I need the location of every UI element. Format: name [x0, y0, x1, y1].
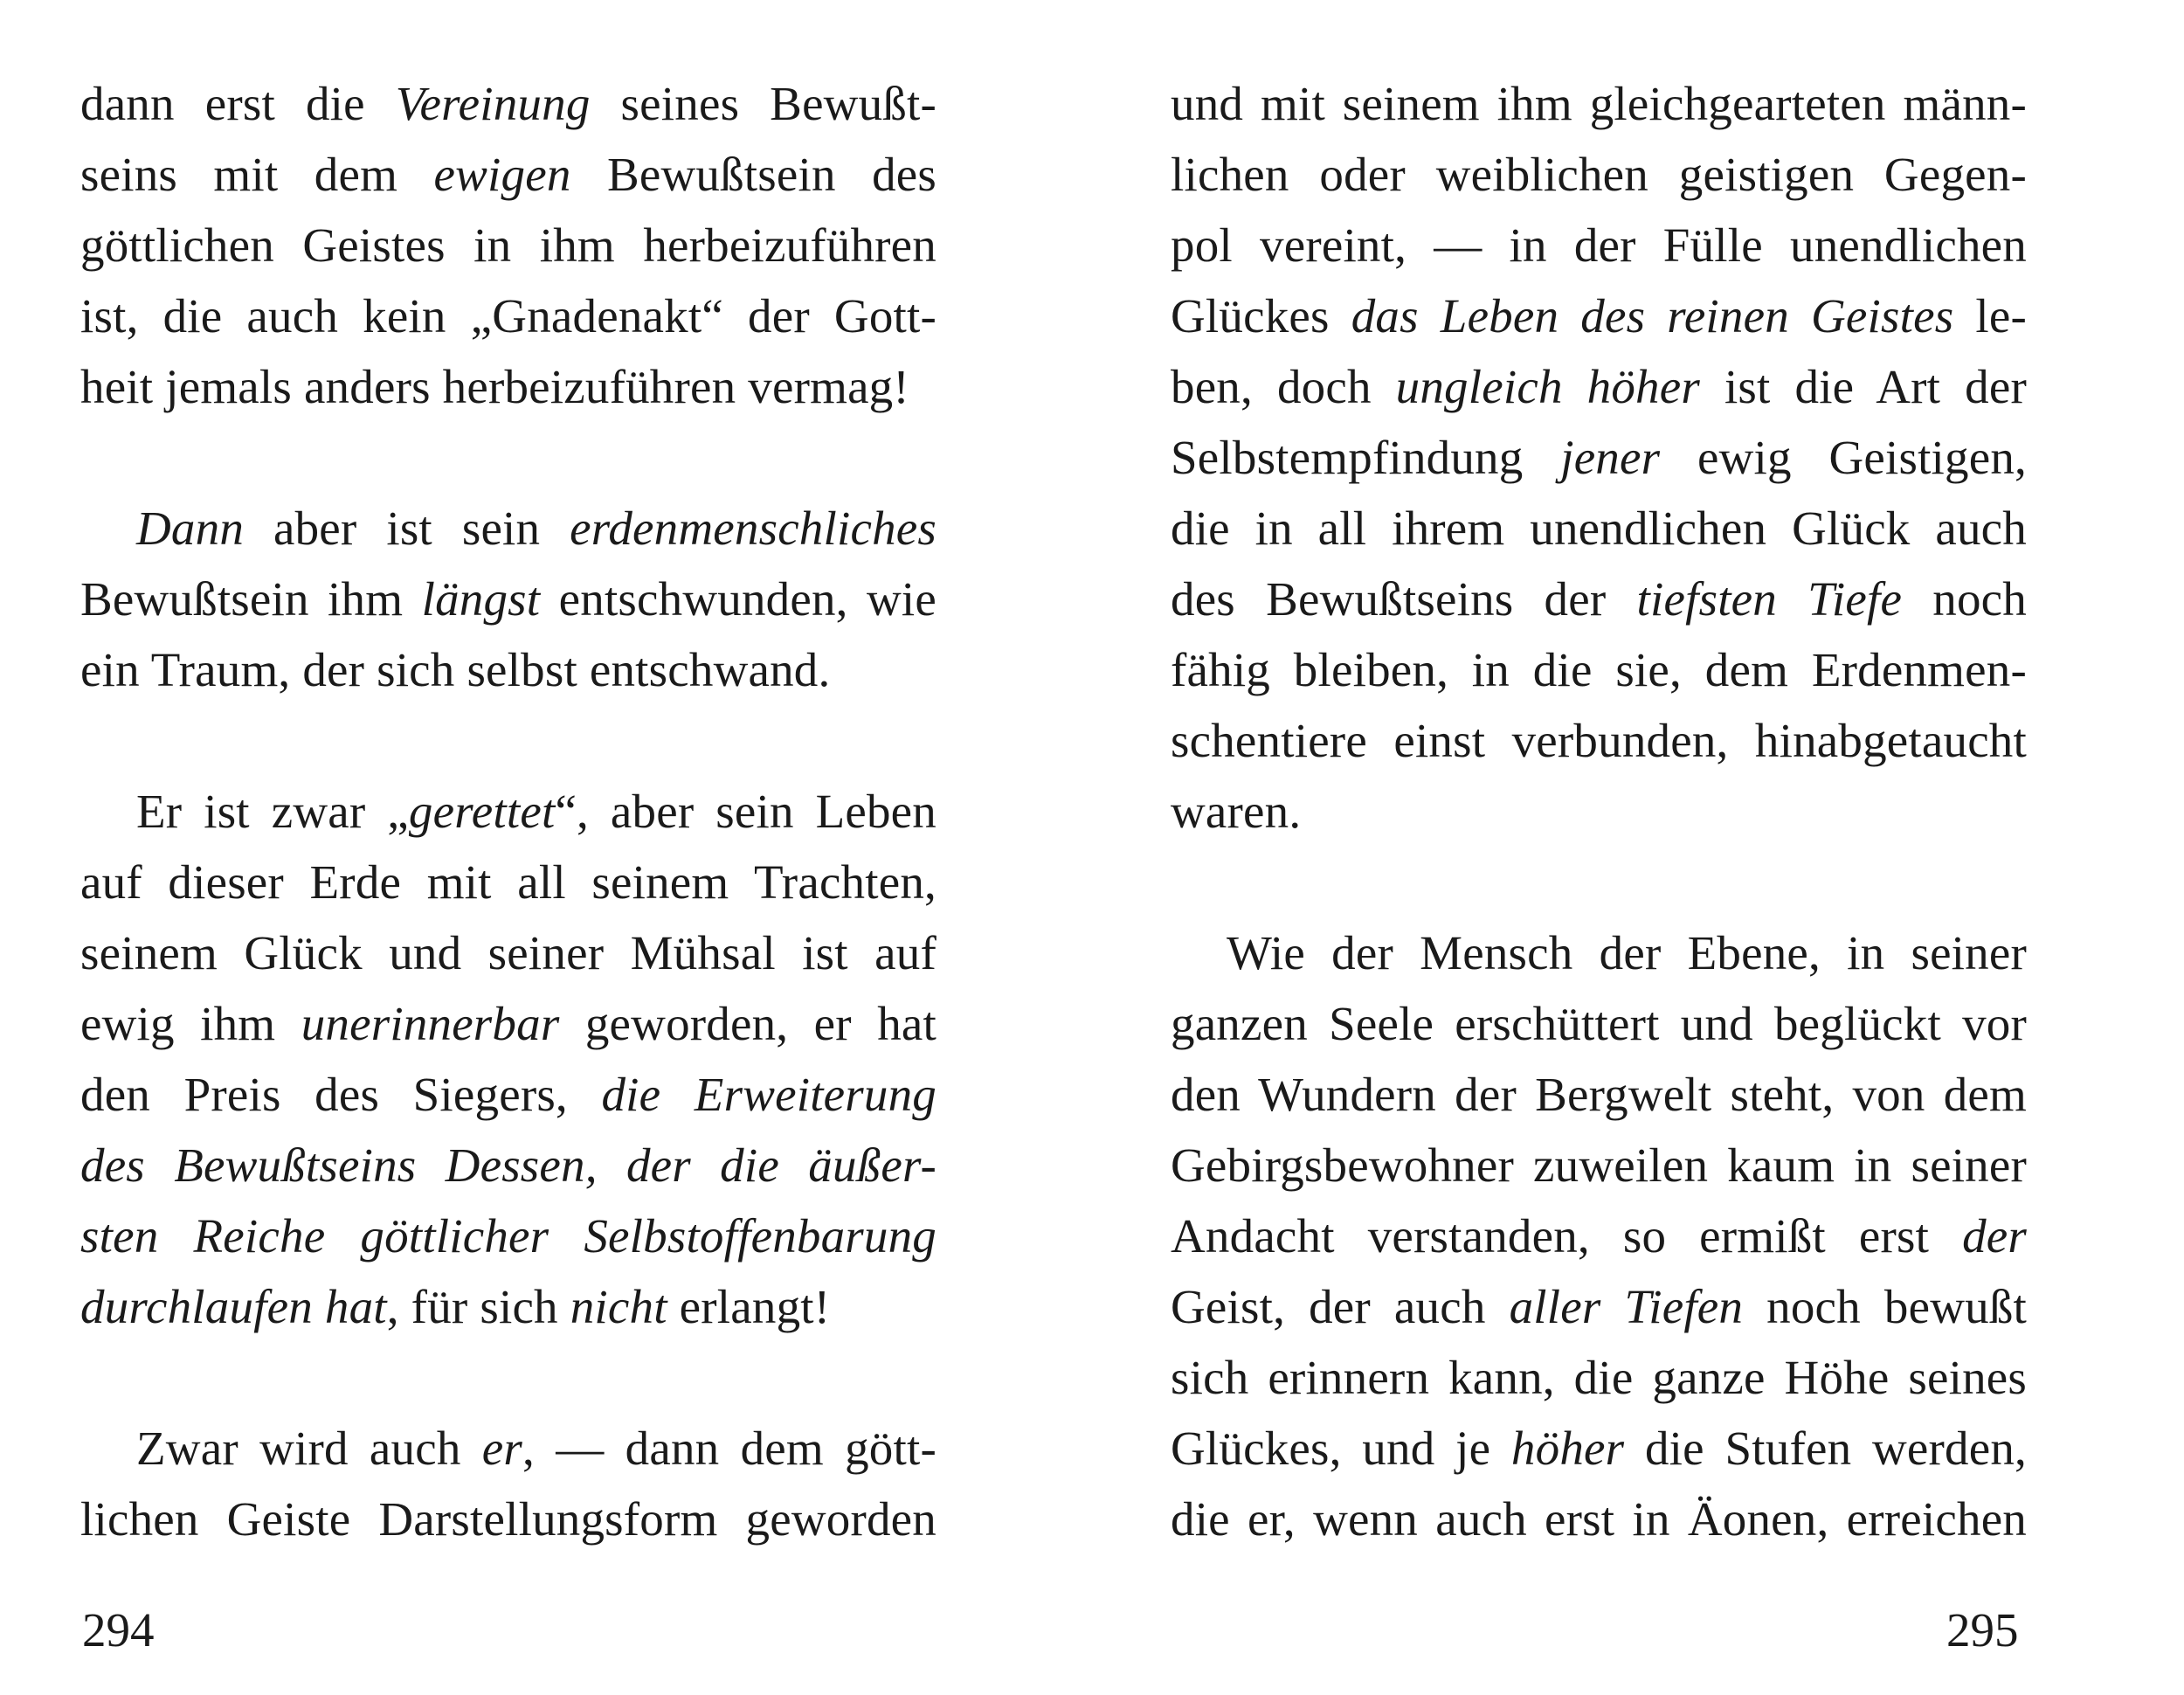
text-line: [80, 493, 936, 564]
right-page: [1171, 68, 2027, 1554]
text-segment: auf dieser Erde mit all seinem Trachten,: [80, 855, 936, 909]
text-segment: göttlichen Geistes in ihm herbeizuführen: [80, 218, 936, 272]
text-segment: Andacht verstanden, so ermißt erst: [1171, 1209, 1963, 1263]
text-line: [1171, 1200, 2027, 1271]
text-line: [1171, 634, 2027, 705]
italic-text: unerinnerbar: [301, 997, 560, 1050]
text-line: [1171, 68, 2027, 139]
italic-text: ewigen: [433, 148, 571, 201]
text-segment: seinem Glück und seiner Mühsal ist auf: [80, 926, 936, 979]
text-segment: dann erst die: [80, 77, 396, 130]
text-segment: Bewußtsein ihm: [80, 572, 422, 626]
italic-text: ungleich höher: [1395, 360, 1700, 413]
text-line: [80, 988, 936, 1059]
text-line: [80, 1271, 936, 1342]
text-segment: pol vereint, — in der Fülle unendlichen: [1171, 218, 2027, 272]
text-line: [80, 1200, 936, 1271]
text-segment: die er, wenn auch erst in Äonen, erreichen: [1171, 1492, 2027, 1546]
text-segment: die in all ihrem unendlichen Glück auch: [1171, 502, 2027, 555]
text-line: [80, 68, 936, 139]
text-segment: , für sich: [386, 1280, 570, 1333]
text-segment: den Wundern der Bergwelt steht, von dem: [1171, 1068, 2027, 1121]
text-segment: aber ist sein: [244, 502, 570, 555]
text-segment: Er ist zwar „: [136, 785, 409, 838]
text-line: [80, 917, 936, 988]
italic-text: längst: [421, 572, 541, 626]
text-line: [80, 139, 936, 210]
italic-text: durchlaufen hat: [80, 1280, 387, 1333]
italic-text: gerettet: [408, 785, 556, 838]
text-line: [1171, 1130, 2027, 1200]
text-segment: Zwar wird auch: [136, 1422, 482, 1475]
text-segment: Gebirgsbewohner zuweilen kaum in seiner: [1171, 1138, 2027, 1192]
text-segment: “, aber sein Leben: [555, 785, 936, 838]
text-line: [80, 776, 936, 847]
left-page-number: 294: [82, 1603, 155, 1657]
text-segment: ganzen Seele erschüttert und beglückt vor: [1171, 997, 2027, 1050]
text-segment: sich erinnern kann, die ganze Höhe seines: [1171, 1351, 2027, 1404]
text-line: [1171, 1059, 2027, 1130]
text-segment: ewig ihm: [80, 997, 301, 1050]
text-line: [1171, 210, 2027, 280]
text-line: [1171, 1484, 2027, 1554]
italic-text: nicht: [570, 1280, 667, 1333]
text-segment: Bewußtsein des: [570, 148, 936, 201]
text-line: [1171, 917, 2027, 988]
text-line: [1171, 422, 2027, 493]
italic-text: aller Tiefen: [1509, 1280, 1744, 1333]
italic-text: Dann: [136, 502, 245, 555]
text-line: [80, 1413, 936, 1484]
text-segment: noch bewußt: [1743, 1280, 2027, 1333]
text-line: [1171, 1413, 2027, 1484]
italic-text: der: [1962, 1209, 2027, 1263]
italic-text: die Erweiterung: [601, 1068, 936, 1121]
italic-text: er: [481, 1422, 523, 1475]
text-segment: ist die Art der: [1699, 360, 2027, 413]
text-segment: Glückes, und je: [1171, 1422, 1511, 1475]
text-segment: die Stufen werden,: [1624, 1422, 2027, 1475]
italic-text: Vereinung: [395, 77, 591, 130]
text-segment: heit jemals anders herbeizuführen vermag!: [80, 360, 909, 413]
text-segment: ewig Geistigen,: [1660, 431, 2027, 484]
italic-text: jener: [1560, 431, 1661, 484]
text-segment: ein Traum, der sich selbst entschwand.: [80, 643, 831, 696]
text-line: [80, 1059, 936, 1130]
text-segment: geworden, er hat: [559, 997, 936, 1050]
paragraph-gap: [80, 422, 936, 493]
text-line: [1171, 988, 2027, 1059]
italic-text: des Bewußtseins Dessen, der die äußer-: [80, 1138, 936, 1192]
text-segment: entschwunden, wie: [540, 572, 936, 626]
text-segment: lichen oder weiblichen geistigen Gegen-: [1171, 148, 2027, 201]
left-page: [80, 68, 936, 1554]
text-segment: Geist, der auch: [1171, 1280, 1510, 1333]
text-segment: erlangt!: [667, 1280, 831, 1333]
text-segment: waren.: [1171, 785, 1302, 838]
text-line: [80, 847, 936, 917]
text-line: [80, 564, 936, 634]
paragraph-gap: [1171, 847, 2027, 917]
text-line: [1171, 280, 2027, 351]
right-page-number: 295: [1946, 1603, 2019, 1657]
text-line: [80, 210, 936, 280]
text-line: [1171, 351, 2027, 422]
text-segment: ben, doch: [1171, 360, 1396, 413]
text-segment: den Preis des Siegers,: [80, 1068, 602, 1121]
text-line: [80, 351, 936, 422]
text-segment: le-: [1953, 289, 2027, 342]
text-line: [80, 280, 936, 351]
paragraph-gap: [80, 1342, 936, 1413]
text-segment: noch: [1902, 572, 2027, 626]
text-segment: Glückes: [1171, 289, 1351, 342]
text-line: [1171, 705, 2027, 776]
italic-text: erdenmenschliches: [570, 502, 936, 555]
italic-text: das Leben des reinen Geistes: [1351, 289, 1954, 342]
text-segment: fähig bleiben, in die sie, dem Erdenmen-: [1171, 643, 2027, 696]
text-segment: , — dann dem gött-: [522, 1422, 936, 1475]
text-line: [1171, 493, 2027, 564]
text-segment: des Bewußtseins der: [1171, 572, 1637, 626]
paragraph-gap: [80, 705, 936, 776]
text-segment: seines Bewußt-: [590, 77, 936, 130]
text-line: [1171, 139, 2027, 210]
text-line: [80, 1484, 936, 1554]
italic-text: höher: [1510, 1422, 1625, 1475]
text-line: [80, 1130, 936, 1200]
italic-text: tiefsten Tiefe: [1636, 572, 1903, 626]
text-line: [1171, 564, 2027, 634]
text-segment: seins mit dem: [80, 148, 434, 201]
text-segment: schentiere einst verbunden, hinabgetaucht: [1171, 714, 2027, 767]
text-line: [1171, 1342, 2027, 1413]
text-line: [80, 634, 936, 705]
text-line: [1171, 1271, 2027, 1342]
text-segment: Selbstempfindung: [1171, 431, 1561, 484]
text-segment: und mit seinem ihm gleichgearteten männ-: [1171, 77, 2027, 130]
text-segment: lichen Geiste Darstellungsform geworden: [80, 1492, 936, 1546]
text-segment: ist, die auch kein „Gnadenakt“ der Gott-: [80, 289, 936, 342]
text-segment: Wie der Mensch der Ebene, in seiner: [1227, 926, 2027, 979]
text-line: [1171, 776, 2027, 847]
italic-text: sten Reiche göttlicher Selbstoffenbarung: [80, 1209, 936, 1263]
